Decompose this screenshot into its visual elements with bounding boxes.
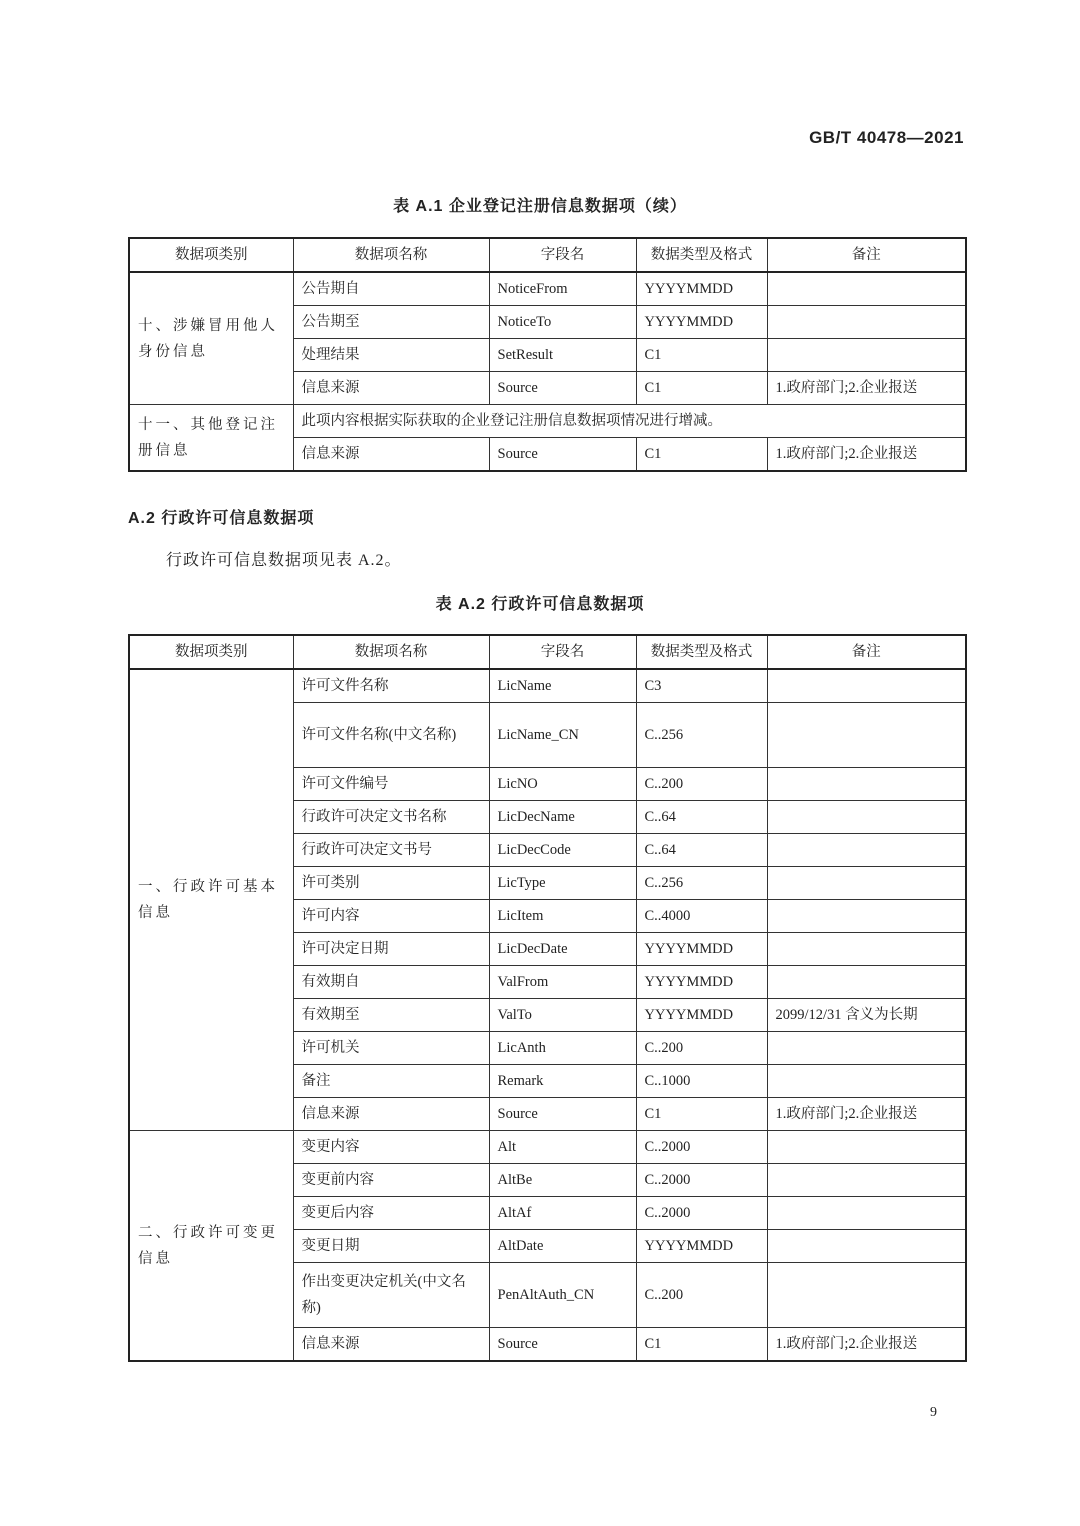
type-cell: C..256 xyxy=(636,703,767,768)
name-cell: 许可机关 xyxy=(293,1032,489,1065)
name-cell: 处理结果 xyxy=(293,339,489,372)
name-cell: 变更前内容 xyxy=(293,1164,489,1197)
column-header: 数据项名称 xyxy=(293,238,489,272)
note-cell xyxy=(767,339,966,372)
span-note-cell: 此项内容根据实际获取的企业登记注册信息数据项情况进行增减。 xyxy=(293,405,966,438)
column-header: 字段名 xyxy=(489,238,636,272)
section-heading: A.2 行政许可信息数据项 xyxy=(128,510,315,527)
name-cell: 行政许可决定文书号 xyxy=(293,834,489,867)
name-cell: 信息来源 xyxy=(293,1098,489,1131)
note-cell: 1.政府部门;2.企业报送 xyxy=(767,438,966,472)
table-row xyxy=(129,1131,966,1164)
type-cell: C..4000 xyxy=(636,900,767,933)
column-header: 备注 xyxy=(767,238,966,272)
field-cell: LicName_CN xyxy=(489,703,636,768)
standard-number: GB/T 40478—2021 xyxy=(809,128,964,147)
table-a2-caption: 表 A.2 行政许可信息数据项 xyxy=(435,596,645,613)
category-cell: 二、行政许可变更信息 xyxy=(129,1131,293,1362)
field-cell: LicDecCode xyxy=(489,834,636,867)
note-cell xyxy=(767,1230,966,1263)
field-cell: LicName xyxy=(489,669,636,703)
field-cell: PenAltAuth_CN xyxy=(489,1263,636,1328)
note-cell xyxy=(767,834,966,867)
note-cell: 1.政府部门;2.企业报送 xyxy=(767,1328,966,1362)
note-cell xyxy=(767,966,966,999)
column-header: 数据项类别 xyxy=(129,238,293,272)
name-cell: 许可文件名称(中文名称) xyxy=(293,703,489,768)
note-cell xyxy=(767,1032,966,1065)
field-cell: SetResult xyxy=(489,339,636,372)
table-row xyxy=(129,669,966,703)
field-cell: AltAf xyxy=(489,1197,636,1230)
type-cell: C..64 xyxy=(636,801,767,834)
category-cell: 十、涉嫌冒用他人身份信息 xyxy=(129,272,293,405)
column-header: 字段名 xyxy=(489,635,636,669)
table-header-row xyxy=(129,635,966,669)
note-cell xyxy=(767,900,966,933)
table-a1-caption: 表 A.1 企业登记注册信息数据项（续） xyxy=(393,198,687,215)
type-cell: C1 xyxy=(636,339,767,372)
type-cell: C..200 xyxy=(636,768,767,801)
name-cell: 信息来源 xyxy=(293,1328,489,1362)
type-cell: C1 xyxy=(636,1328,767,1362)
type-cell: C..256 xyxy=(636,867,767,900)
name-cell: 许可内容 xyxy=(293,900,489,933)
note-cell xyxy=(767,1131,966,1164)
section-paragraph: 行政许可信息数据项见表 A.2。 xyxy=(166,552,402,569)
name-cell: 变更后内容 xyxy=(293,1197,489,1230)
column-header: 数据项类别 xyxy=(129,635,293,669)
type-cell: C..200 xyxy=(636,1263,767,1328)
note-cell: 1.政府部门;2.企业报送 xyxy=(767,372,966,405)
name-cell: 公告期至 xyxy=(293,306,489,339)
name-cell: 有效期自 xyxy=(293,966,489,999)
column-header: 数据类型及格式 xyxy=(636,635,767,669)
note-cell: 2099/12/31 含义为长期 xyxy=(767,999,966,1032)
field-cell: Source xyxy=(489,1098,636,1131)
note-cell xyxy=(767,306,966,339)
field-cell: NoticeFrom xyxy=(489,272,636,306)
note-cell xyxy=(767,1197,966,1230)
note-cell xyxy=(767,933,966,966)
column-header: 数据类型及格式 xyxy=(636,238,767,272)
field-cell: Source xyxy=(489,438,636,472)
note-cell xyxy=(767,867,966,900)
table-header-row xyxy=(129,238,966,272)
type-cell: C1 xyxy=(636,438,767,472)
column-header: 备注 xyxy=(767,635,966,669)
type-cell: YYYYMMDD xyxy=(636,272,767,306)
type-cell: C..200 xyxy=(636,1032,767,1065)
type-cell: C..1000 xyxy=(636,1065,767,1098)
page-number: 9 xyxy=(930,1405,937,1420)
name-cell: 变更内容 xyxy=(293,1131,489,1164)
table-row xyxy=(129,272,966,306)
name-cell: 作出变更决定机关(中文名称) xyxy=(293,1263,489,1328)
note-cell xyxy=(767,1263,966,1328)
table-a2 xyxy=(128,634,967,1362)
note-cell: 1.政府部门;2.企业报送 xyxy=(767,1098,966,1131)
name-cell: 备注 xyxy=(293,1065,489,1098)
field-cell: Source xyxy=(489,372,636,405)
field-cell: ValTo xyxy=(489,999,636,1032)
note-cell xyxy=(767,1065,966,1098)
note-cell xyxy=(767,272,966,306)
field-cell: NoticeTo xyxy=(489,306,636,339)
table-a1 xyxy=(128,237,967,472)
field-cell: ValFrom xyxy=(489,966,636,999)
type-cell: YYYYMMDD xyxy=(636,999,767,1032)
note-cell xyxy=(767,669,966,703)
field-cell: LicDecName xyxy=(489,801,636,834)
category-cell: 十一、其他登记注册信息 xyxy=(129,405,293,472)
type-cell: YYYYMMDD xyxy=(636,933,767,966)
type-cell: C3 xyxy=(636,669,767,703)
field-cell: Source xyxy=(489,1328,636,1362)
name-cell: 变更日期 xyxy=(293,1230,489,1263)
name-cell: 有效期至 xyxy=(293,999,489,1032)
field-cell: LicAnth xyxy=(489,1032,636,1065)
name-cell: 许可决定日期 xyxy=(293,933,489,966)
name-cell: 信息来源 xyxy=(293,372,489,405)
column-header: 数据项名称 xyxy=(293,635,489,669)
type-cell: C..2000 xyxy=(636,1197,767,1230)
type-cell: YYYYMMDD xyxy=(636,306,767,339)
category-cell: 一、行政许可基本信息 xyxy=(129,669,293,1131)
field-cell: AltBe xyxy=(489,1164,636,1197)
note-cell xyxy=(767,1164,966,1197)
name-cell: 许可文件编号 xyxy=(293,768,489,801)
field-cell: Remark xyxy=(489,1065,636,1098)
note-cell xyxy=(767,801,966,834)
type-cell: YYYYMMDD xyxy=(636,966,767,999)
type-cell: C1 xyxy=(636,372,767,405)
field-cell: LicItem xyxy=(489,900,636,933)
field-cell: LicNO xyxy=(489,768,636,801)
field-cell: Alt xyxy=(489,1131,636,1164)
type-cell: C..2000 xyxy=(636,1164,767,1197)
field-cell: LicType xyxy=(489,867,636,900)
type-cell: C1 xyxy=(636,1098,767,1131)
type-cell: YYYYMMDD xyxy=(636,1230,767,1263)
name-cell: 行政许可决定文书名称 xyxy=(293,801,489,834)
type-cell: C..64 xyxy=(636,834,767,867)
name-cell: 信息来源 xyxy=(293,438,489,472)
note-cell xyxy=(767,768,966,801)
note-cell xyxy=(767,703,966,768)
field-cell: AltDate xyxy=(489,1230,636,1263)
field-cell: LicDecDate xyxy=(489,933,636,966)
table-row xyxy=(129,405,966,438)
type-cell: C..2000 xyxy=(636,1131,767,1164)
name-cell: 许可类别 xyxy=(293,867,489,900)
name-cell: 公告期自 xyxy=(293,272,489,306)
name-cell: 许可文件名称 xyxy=(293,669,489,703)
